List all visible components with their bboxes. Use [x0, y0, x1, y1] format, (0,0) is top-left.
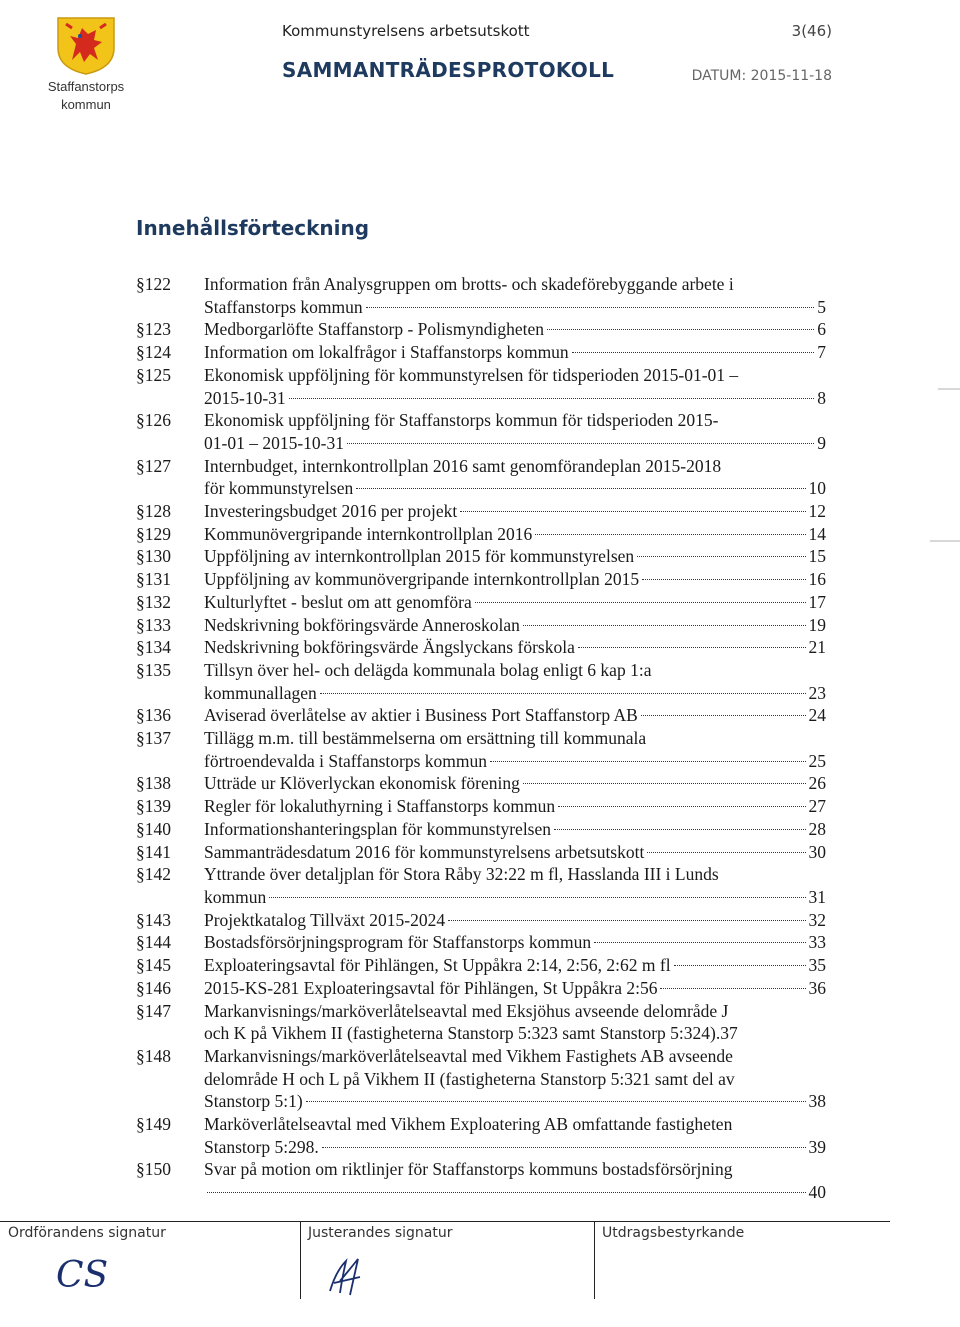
toc-entry-number: §140 — [136, 818, 171, 839]
toc-entry — [136, 1000, 826, 1045]
toc-entry-page: 35 — [808, 955, 826, 976]
toc-entry-text-line: Tillägg m.m. till bestämmelserna om ersättning till kommunala — [204, 728, 647, 749]
toc-dot-leader — [647, 852, 805, 853]
toc-entry-body — [204, 772, 826, 795]
toc-entry-page: 21 — [808, 637, 826, 658]
coat-of-arms-icon — [54, 14, 118, 76]
toc-dot-leader — [356, 488, 805, 489]
toc-entry-body — [204, 1158, 826, 1203]
toc-entry — [136, 727, 826, 772]
toc-entry-title: Stanstorp 5:1) — [204, 1091, 303, 1112]
toc-entry — [136, 977, 826, 1000]
toc-entry — [136, 841, 826, 864]
toc-entry-page: 10 — [808, 478, 826, 499]
toc-entry-page: 15 — [808, 546, 826, 567]
adjuster-signature — [320, 1251, 370, 1306]
signature-footer — [0, 1221, 890, 1327]
toc-entry — [136, 409, 826, 454]
toc-entry-title: kommun — [204, 886, 267, 907]
toc-entry-page: 30 — [808, 841, 826, 862]
toc-entry-leader-line — [204, 704, 826, 727]
toc-entry-body — [204, 636, 826, 659]
logo-text-line2: kommun — [61, 97, 111, 112]
toc-entry-body — [204, 659, 826, 704]
toc-entry-leader-line — [204, 795, 826, 818]
toc-entry-title: 2015-10-31 — [204, 387, 286, 408]
toc-entry-body — [204, 954, 826, 977]
logo-text-line1: Staffanstorps — [47, 79, 125, 94]
toc-dot-leader — [578, 647, 806, 648]
toc-entry-number: §132 — [136, 591, 171, 612]
toc-entry-number: §143 — [136, 909, 171, 930]
toc-entry-body — [204, 1045, 826, 1113]
toc-entry-title: Utträde ur Klöverlyckan ekonomisk förening — [204, 773, 520, 794]
toc-entry-title: Projektkatalog Tillväxt 2015-2024 — [204, 909, 446, 930]
toc-entry-title: för kommunstyrelsen — [204, 478, 354, 499]
toc-entry-title: Staffanstorps kommun — [204, 296, 363, 317]
toc-entry-leader-line — [204, 772, 826, 795]
toc-entry-page: 38 — [808, 1091, 826, 1112]
toc-entry-body — [204, 500, 826, 523]
toc-entry-title: 01-01 – 2015-10-31 — [204, 432, 344, 453]
toc-entry-number: §141 — [136, 841, 171, 862]
scan-mark — [930, 540, 960, 542]
toc-entry-number: §125 — [136, 364, 171, 385]
toc-entry-leader-line — [204, 636, 826, 659]
toc-entry-number: §128 — [136, 501, 171, 522]
toc-entry-page: 5 — [817, 296, 826, 317]
toc-entry-body — [204, 795, 826, 818]
toc-entry — [136, 1113, 826, 1158]
toc-entry-body — [204, 568, 826, 591]
toc-dot-leader — [674, 965, 806, 966]
toc-entry — [136, 704, 826, 727]
toc-entry-leader-line — [204, 296, 826, 319]
toc-entry-title: Uppföljning av internkontrollplan 2015 för kommunstyrelsen — [204, 546, 635, 567]
toc-dot-leader — [475, 602, 806, 603]
toc-dot-leader — [554, 829, 805, 830]
toc-entry-leader-line — [204, 432, 826, 455]
toc-entry — [136, 568, 826, 591]
toc-entry — [136, 931, 826, 954]
toc-entry — [136, 659, 826, 704]
toc-entry-number: §130 — [136, 546, 171, 567]
toc-entry — [136, 614, 826, 637]
document-date: DATUM: 2015-11-18 — [691, 68, 832, 84]
toc-dot-leader — [366, 307, 815, 308]
toc-dot-leader — [523, 783, 806, 784]
toc-entry-title: Sammanträdesdatum 2016 för kommunstyrelsens arbetsutskott — [204, 841, 645, 862]
toc-entry — [136, 318, 826, 341]
toc-entry-number: §127 — [136, 455, 171, 476]
toc-entry-number: §129 — [136, 523, 171, 544]
toc-entry-page: 31 — [808, 886, 826, 907]
toc-entry-text-line: Ekonomisk uppföljning för kommunstyrelsen för tidsperioden 2015-01-01 – — [204, 364, 739, 385]
toc-entry-body — [204, 364, 826, 409]
toc-dot-leader — [660, 988, 805, 989]
toc-entry-leader-line — [204, 387, 826, 410]
extract-certification-label: Utdragsbestyrkande — [602, 1225, 745, 1241]
toc-entry-page: 19 — [808, 614, 826, 635]
toc-entry-title: Exploateringsavtal för Pihlängen, St Uppåkra 2:14, 2:56, 2:62 m fl — [204, 955, 671, 976]
toc-entry — [136, 863, 826, 908]
toc-entry-text-line: Internbudget, internkontrollplan 2016 samt genomförandeplan 2015-2018 — [204, 455, 722, 476]
toc-dot-leader — [535, 534, 805, 535]
toc-entry-number: §148 — [136, 1045, 171, 1066]
toc-entry-page: 7 — [817, 342, 826, 363]
toc-entry-page: 26 — [808, 773, 826, 794]
toc-entry-title: Aviserad överlåtelse av aktier i Business Port Staffanstorp AB — [204, 705, 638, 726]
toc-entry-page: 28 — [808, 818, 826, 839]
toc-title: Innehållsförteckning — [136, 216, 370, 240]
toc-entry-leader-line — [204, 614, 826, 637]
toc-entry-number: §147 — [136, 1000, 171, 1021]
toc-entry-page: 25 — [808, 750, 826, 771]
toc-entry-page: 17 — [808, 591, 826, 612]
chair-initials: CS — [56, 1255, 109, 1296]
toc-dot-leader — [490, 761, 805, 762]
toc-dot-leader — [637, 556, 805, 557]
toc-entry-title: Nedskrivning bokföringsvärde Anneroskolan — [204, 614, 520, 635]
toc-entry-number: §135 — [136, 659, 171, 680]
toc-entry-page: 33 — [808, 932, 826, 953]
toc-entry-number: §131 — [136, 569, 171, 590]
toc-entry-leader-line — [204, 1181, 826, 1204]
toc-entry-text-line: delområde H och L på Vikhem II (fastigheterna Stanstorp 5:321 samt del av — [204, 1068, 735, 1089]
toc-entry-leader-line — [204, 318, 826, 341]
toc-entry-body — [204, 455, 826, 500]
toc-entry-body — [204, 409, 826, 454]
toc-entry-text-line: Marköverlåtelseavtal med Vikhem Exploatering AB omfattande fastigheten — [204, 1114, 733, 1135]
toc-entry — [136, 954, 826, 977]
toc-entry-leader-line — [204, 886, 826, 909]
toc-entry-body — [204, 727, 826, 772]
toc-entry-body — [204, 977, 826, 1000]
toc-entry-text-line: Yttrande över detaljplan för Stora Råby 32:22 m fl, Hasslanda III i Lunds — [204, 864, 719, 885]
toc-entry-text-line: Markanvisnings/marköverlåtelseavtal med Vikhem Fastighets AB avseende — [204, 1045, 733, 1066]
toc-entry-title: Nedskrivning bokföringsvärde Ängslyckans förskola — [204, 637, 575, 658]
toc-entry-leader-line — [204, 818, 826, 841]
toc-entry — [136, 455, 826, 500]
toc-entry-number: §136 — [136, 705, 171, 726]
toc-entry-leader-line — [204, 750, 826, 773]
toc-entry-title: Kulturlyftet - beslut om att genomföra — [204, 591, 472, 612]
toc-entry-text-line: Tillsyn över hel- och delägda kommunala bolag enligt 6 kap 1:a — [204, 659, 652, 680]
toc-dot-leader — [641, 715, 806, 716]
toc-entry-leader-line — [204, 682, 826, 705]
toc-entry-body — [204, 1113, 826, 1158]
toc-entry-text-line: Information från Analysgruppen om brotts- och skadeförebyggande arbete i — [204, 274, 734, 294]
scan-mark — [938, 388, 960, 390]
toc-entry-text-line: och K på Vikhem II (fastigheterna Stanstorp 5:323 samt Stanstorp 5:324).37 — [204, 1023, 738, 1044]
toc-entry — [136, 818, 826, 841]
toc-entry-number: §123 — [136, 319, 171, 340]
toc-dot-leader — [269, 897, 805, 898]
toc-entry — [136, 1045, 826, 1113]
toc-entry-page: 8 — [817, 387, 826, 408]
toc-entry-page: 36 — [808, 977, 826, 998]
toc-entry — [136, 909, 826, 932]
toc-entry-number: §138 — [136, 773, 171, 794]
toc-entry — [136, 545, 826, 568]
toc-entry-body — [204, 273, 826, 318]
toc-entry-page: 23 — [808, 682, 826, 703]
toc-dot-leader — [572, 352, 815, 353]
toc-entry-leader-line — [204, 341, 826, 364]
toc-entry-number: §145 — [136, 955, 171, 976]
toc-entry-body — [204, 931, 826, 954]
toc-entry — [136, 500, 826, 523]
toc-entry-leader-line — [204, 1090, 826, 1113]
chair-signature — [56, 1255, 108, 1296]
toc-entry-title: 2015-KS-281 Exploateringsavtal för Pihlängen, St Uppåkra 2:56 — [204, 977, 658, 998]
toc-dot-leader — [523, 625, 806, 626]
toc-entry-leader-line — [204, 909, 826, 932]
toc-entry-number: §124 — [136, 342, 171, 363]
toc-entry — [136, 523, 826, 546]
toc-entry-page: 12 — [808, 501, 826, 522]
toc-entry-leader-line — [204, 500, 826, 523]
document-title: SAMMANTRÄDESPROTOKOLL — [282, 58, 615, 82]
toc-entry-page: 32 — [808, 909, 826, 930]
toc-dot-leader — [207, 1192, 806, 1193]
toc-entry-page: 40 — [808, 1182, 826, 1203]
toc-entry-title: Investeringsbudget 2016 per projekt — [204, 501, 458, 522]
toc-entry-body — [204, 841, 826, 864]
toc-entry-title: Regler för lokaluthyrning i Staffanstorps kommun — [204, 796, 556, 817]
toc-entry-page: 9 — [817, 432, 826, 453]
toc-dot-leader — [289, 398, 815, 399]
toc-entry-title: kommunallagen — [204, 682, 317, 703]
toc-entry-leader-line — [204, 523, 826, 546]
toc-list — [136, 273, 826, 1204]
toc-entry-body — [204, 909, 826, 932]
toc-entry-title: Kommunövergripande internkontrollplan 2016 — [204, 523, 533, 544]
toc-entry-number: §122 — [136, 274, 171, 294]
toc-entry-leader-line — [204, 545, 826, 568]
toc-entry — [136, 636, 826, 659]
toc-entry-body — [204, 523, 826, 546]
toc-entry-page: 14 — [808, 523, 826, 544]
toc-dot-leader — [322, 1147, 806, 1148]
toc-entry — [136, 341, 826, 364]
toc-entry-leader-line — [204, 568, 826, 591]
toc-entry-body — [204, 1000, 826, 1045]
municipality-logo — [46, 14, 126, 112]
toc-entry-page: 27 — [808, 796, 826, 817]
toc-dot-leader — [642, 579, 805, 580]
toc-entry — [136, 795, 826, 818]
toc-entry-title: Bostadsförsörjningsprogram för Staffanstorps kommun — [204, 932, 592, 953]
toc-dot-leader — [448, 920, 805, 921]
toc-entry-number: §133 — [136, 614, 171, 635]
toc-entry-leader-line — [204, 477, 826, 500]
toc-entry-body — [204, 591, 826, 614]
toc-entry-number: §144 — [136, 932, 171, 953]
toc-entry — [136, 1158, 826, 1203]
toc-entry-body — [204, 818, 826, 841]
toc-entry-leader-line — [204, 931, 826, 954]
toc-entry-body — [204, 341, 826, 364]
toc-entry-page: 39 — [808, 1136, 826, 1157]
toc-entry-leader-line — [204, 591, 826, 614]
toc-entry-number: §134 — [136, 637, 171, 658]
toc-entry-number: §150 — [136, 1159, 171, 1180]
toc-entry-number: §142 — [136, 864, 171, 885]
toc-entry-number: §126 — [136, 410, 171, 431]
page-indicator: 3(46) — [791, 22, 832, 40]
toc-entry — [136, 591, 826, 614]
toc-entry-number: §137 — [136, 728, 171, 749]
toc-entry-leader-line — [204, 1136, 826, 1159]
toc-entry-leader-line — [204, 841, 826, 864]
toc-entry-title: Medborgarlöfte Staffanstorp - Polismyndigheten — [204, 319, 545, 340]
toc-entry-body — [204, 614, 826, 637]
toc-entry-page: 6 — [817, 319, 826, 340]
toc-entry-number: §139 — [136, 796, 171, 817]
toc-entry-title: Informationshanteringsplan för kommunstyrelsen — [204, 818, 552, 839]
toc-entry-leader-line — [204, 977, 826, 1000]
toc-entry-title: Information om lokalfrågor i Staffanstorps kommun — [204, 342, 569, 363]
toc-entry — [136, 273, 826, 318]
toc-entry-body — [204, 545, 826, 568]
toc-entry-title: Uppföljning av kommunövergripande internkontrollplan 2015 — [204, 569, 640, 590]
toc-entry-text-line: Markanvisnings/marköverlåtelseavtal med Eksjöhus avseende delområde J — [204, 1000, 729, 1021]
toc-entry-text-line: Ekonomisk uppföljning för Staffanstorps kommun för tidsperioden 2015- — [204, 410, 719, 431]
toc-entry-title: förtroendevalda i Staffanstorps kommun — [204, 750, 488, 771]
toc-entry-page: 16 — [808, 569, 826, 590]
toc-entry-page: 24 — [808, 705, 826, 726]
adjuster-signature-label: Justerandes signatur — [308, 1225, 453, 1241]
toc-entry-body — [204, 318, 826, 341]
toc-dot-leader — [347, 443, 814, 444]
toc-dot-leader — [558, 806, 805, 807]
toc-entry-number: §146 — [136, 977, 171, 998]
toc-dot-leader — [594, 942, 805, 943]
toc-entry-text-line: Svar på motion om riktlinjer för Staffanstorps kommuns bostadsförsörjning — [204, 1159, 733, 1180]
toc-dot-leader — [547, 329, 814, 330]
toc-dot-leader — [306, 1101, 806, 1102]
toc-dot-leader — [460, 511, 805, 512]
toc-entry-body — [204, 863, 826, 908]
toc-entry — [136, 364, 826, 409]
organization-name: Kommunstyrelsens arbetsutskott — [282, 22, 530, 40]
toc-entry-number: §149 — [136, 1114, 171, 1135]
handwritten-signature-icon — [320, 1251, 370, 1301]
footer-divider — [0, 1221, 890, 1222]
footer-column-divider — [300, 1221, 301, 1299]
footer-column-divider — [594, 1221, 595, 1299]
toc-entry — [136, 772, 826, 795]
toc-dot-leader — [320, 693, 806, 694]
toc-entry-title: Stanstorp 5:298. — [204, 1136, 319, 1157]
chair-signature-label: Ordförandens signatur — [8, 1225, 166, 1241]
toc-entry-leader-line — [204, 954, 826, 977]
toc-entry-body — [204, 704, 826, 727]
